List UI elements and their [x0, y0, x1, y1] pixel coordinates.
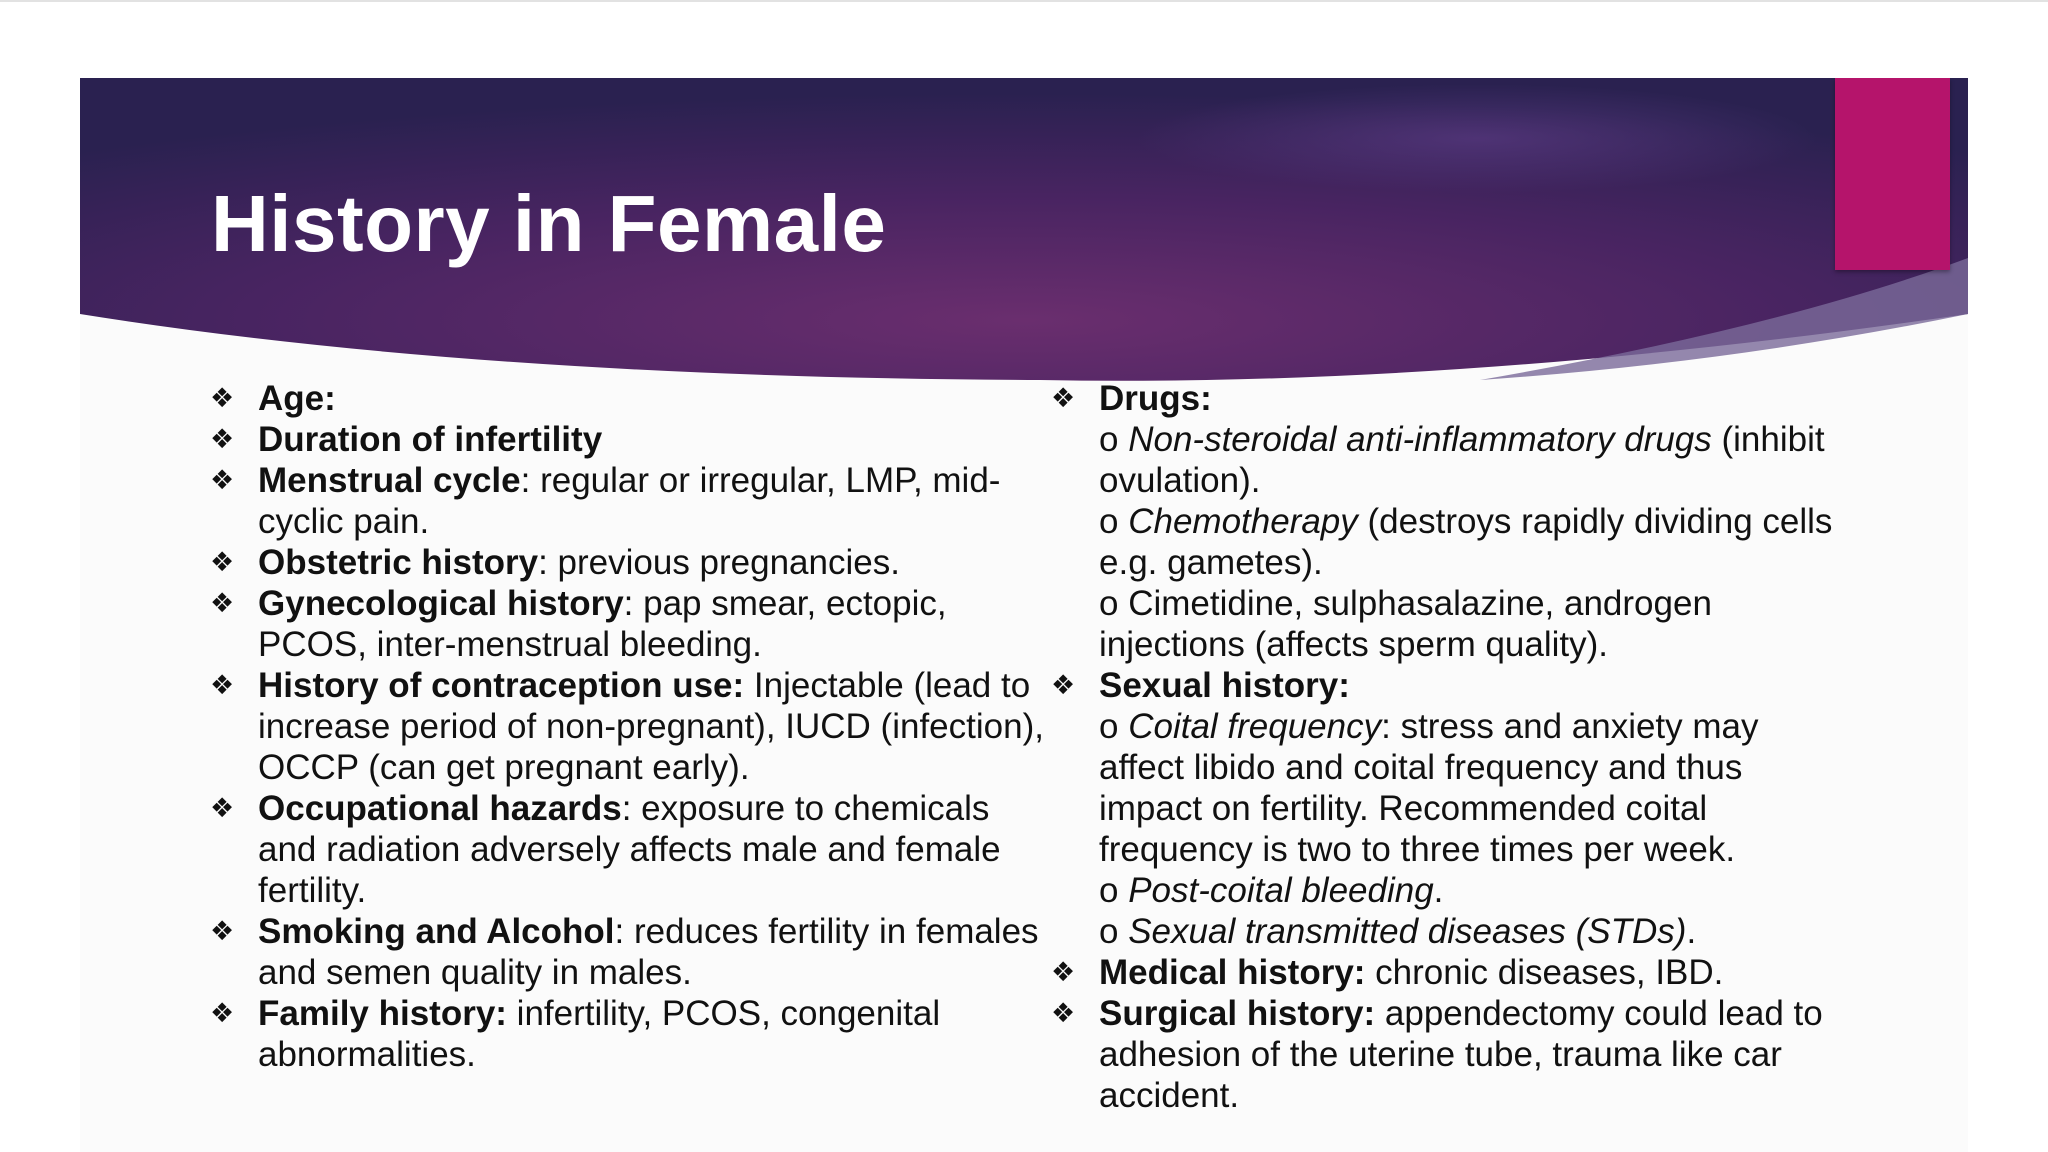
item-label: Smoking and Alcohol: [258, 912, 615, 951]
item-label: Sexual history:: [1099, 666, 1350, 705]
sub-italic: Sexual transmitted diseases (STDs): [1128, 912, 1687, 951]
item-text: : pap smear, ectopic, PCOS, inter-menstrual bleeding.: [258, 584, 947, 664]
sub-marker: o: [1099, 912, 1129, 951]
sub-item-cimetidine: [1099, 583, 1839, 665]
sub-marker: o: [1099, 502, 1129, 541]
slide-title: History in Female: [211, 179, 887, 268]
list-item-sexual: [1099, 665, 1839, 952]
sub-text: .: [1686, 912, 1697, 951]
sub-item-post-coital: [1099, 870, 1839, 911]
list-item-smoking: [258, 911, 1048, 993]
sub-italic: Non-steroidal anti-inflammatory drugs: [1128, 420, 1712, 459]
item-label: Occupational hazards: [258, 789, 622, 828]
sub-marker: o: [1099, 871, 1129, 910]
item-label: Gynecological history: [258, 584, 624, 623]
right-column-list: [1099, 378, 1839, 1116]
item-text: : exposure to chemicals and radiation adversely affects male and female fertility.: [258, 789, 1001, 910]
item-text: infertility, PCOS, congenital abnormalities.: [258, 994, 941, 1074]
sub-item-coital-frequency: [1099, 706, 1839, 870]
item-text: Injectable (lead to increase period of non-pregnant), IUCD (infection), OCCP (can get pregnant early).: [258, 666, 1044, 787]
sub-text: Cimetidine, sulphasalazine, androgen injections (affects sperm quality).: [1099, 584, 1712, 664]
item-label: Duration of infertility: [258, 420, 603, 459]
accent-tab: [1835, 78, 1950, 270]
item-text: chronic diseases, IBD.: [1365, 953, 1724, 992]
sub-text: : stress and anxiety may affect libido and coital frequency and thus impact on fertility. Recommended coital frequency is two to three times per week.: [1099, 707, 1759, 869]
top-border-line: [0, 0, 2048, 2]
item-text: : reduces fertility in females and semen quality in males.: [258, 912, 1039, 992]
sub-italic: Post-coital bleeding: [1128, 871, 1434, 910]
item-label: Drugs:: [1099, 379, 1212, 418]
sub-italic: Chemotherapy: [1128, 502, 1358, 541]
item-text: appendectomy could lead to adhesion of the uterine tube, trauma like car accident.: [1099, 994, 1823, 1115]
list-item-surgical: [1099, 993, 1839, 1116]
sub-text: (inhibit ovulation).: [1099, 420, 1825, 500]
sub-marker: o: [1099, 420, 1129, 459]
item-label: Menstrual cycle: [258, 461, 521, 500]
item-label: Family history:: [258, 994, 507, 1033]
sub-item-nsaids: [1099, 419, 1839, 501]
sub-italic: Coital frequency: [1128, 707, 1382, 746]
list-item-obstetric: [258, 542, 1048, 583]
item-label: Age:: [258, 379, 336, 418]
list-item-contraception: [258, 665, 1048, 788]
item-label: Medical history:: [1099, 953, 1366, 992]
list-item-occupational: [258, 788, 1048, 911]
list-item-age: [258, 378, 1048, 419]
sub-text: .: [1433, 871, 1444, 910]
item-text: : regular or irregular, LMP, mid-cyclic pain.: [258, 461, 1001, 541]
list-item-drugs: [1099, 378, 1839, 665]
list-item-gynecological: [258, 583, 1048, 665]
sub-item-stds: [1099, 911, 1839, 952]
sub-item-chemotherapy: [1099, 501, 1839, 583]
sub-text: (destroys rapidly dividing cells e.g. gametes).: [1099, 502, 1833, 582]
item-label: Obstetric history: [258, 543, 539, 582]
item-label: History of contraception use:: [258, 666, 745, 705]
list-item-menstrual: [258, 460, 1048, 542]
item-label: Surgical history:: [1099, 994, 1376, 1033]
list-item-family: [258, 993, 1048, 1075]
left-column-list: [258, 378, 1048, 1075]
sub-marker: o: [1099, 584, 1129, 623]
list-item-medical: [1099, 952, 1839, 993]
item-text: : previous pregnancies.: [538, 543, 900, 582]
sub-marker: o: [1099, 707, 1129, 746]
list-item-duration: [258, 419, 1048, 460]
